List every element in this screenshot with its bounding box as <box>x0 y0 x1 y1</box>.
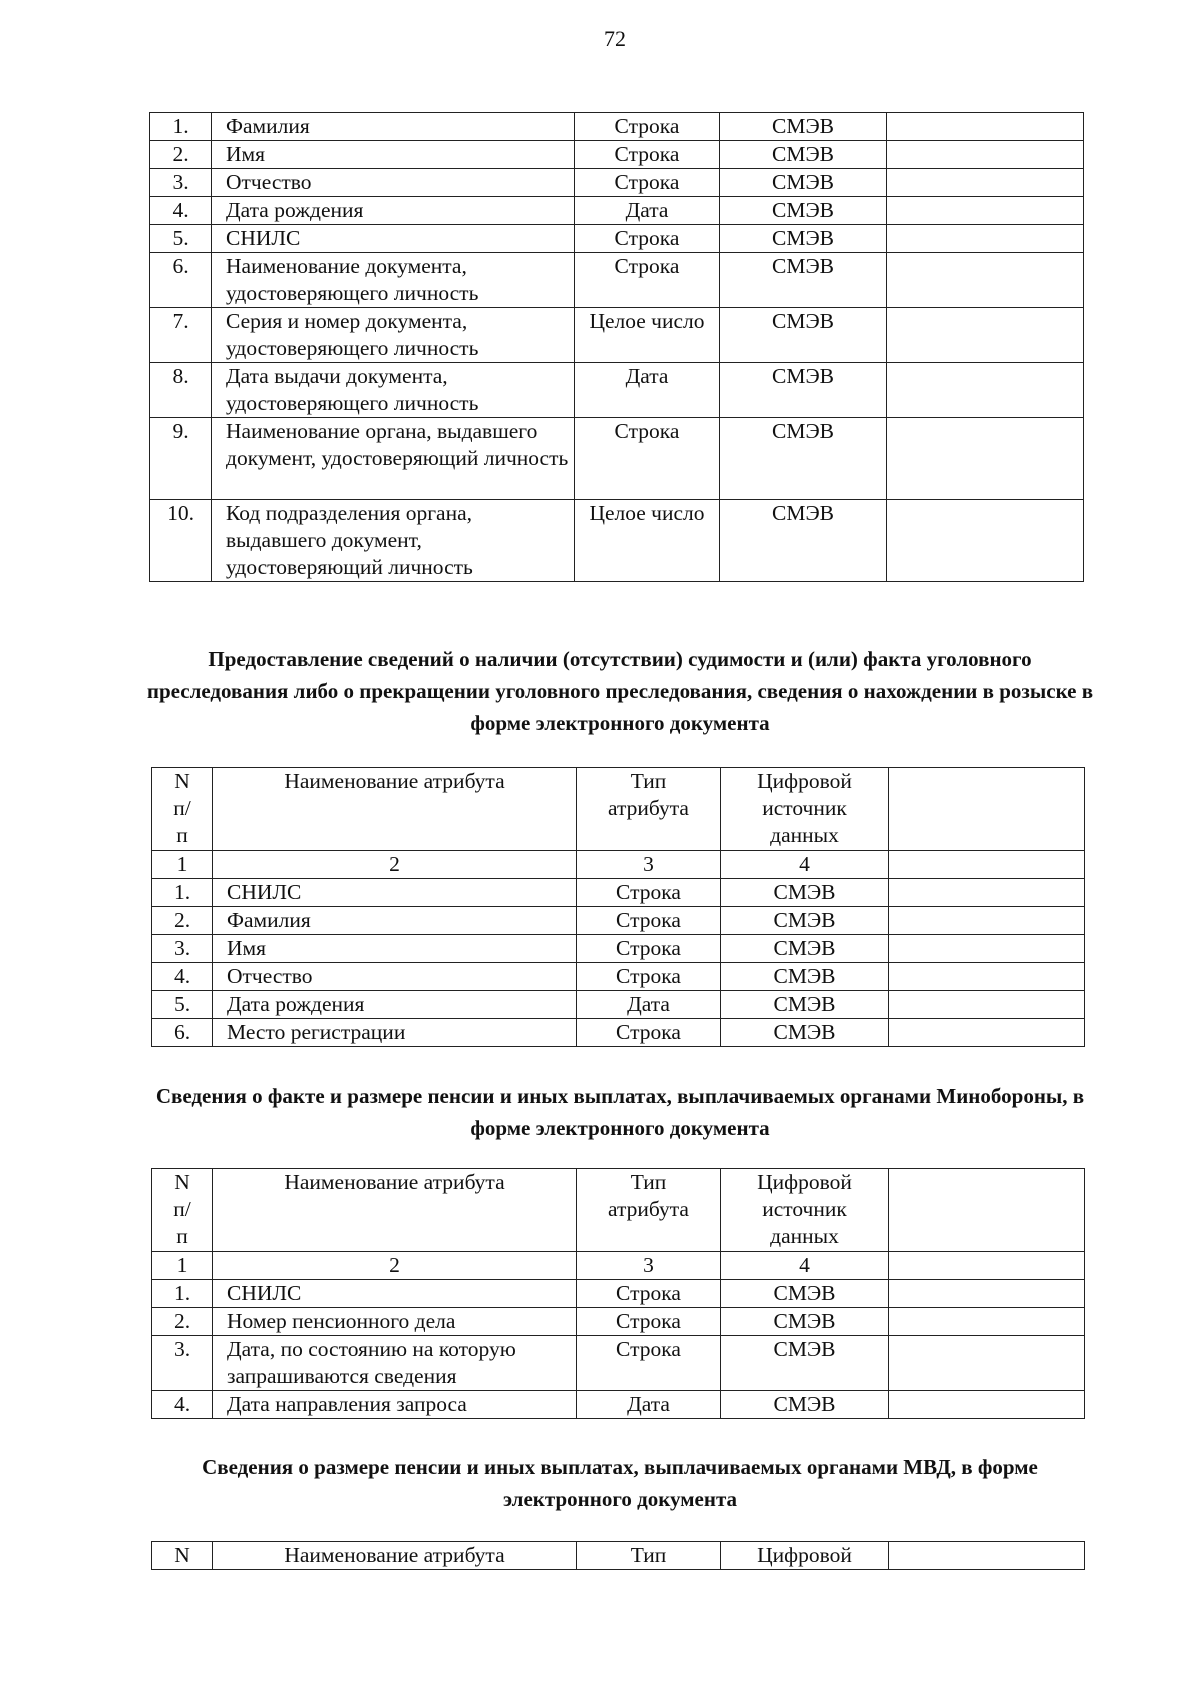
header-attribute-name: Наименование атрибута <box>213 1169 577 1252</box>
row-number: 6. <box>150 253 212 308</box>
empty-cell <box>889 851 1085 879</box>
attribute-name: Фамилия <box>212 113 575 141</box>
data-source: СМЭВ <box>721 1280 889 1308</box>
table-row <box>152 1336 1085 1391</box>
attribute-name: Фамилия <box>213 907 577 935</box>
empty-cell <box>887 253 1084 308</box>
row-number: 4. <box>150 197 212 225</box>
data-source: СМЭВ <box>721 1336 889 1391</box>
attribute-type: Дата <box>575 363 720 418</box>
attributes-table-mod-pension <box>151 1168 1085 1419</box>
row-number: 1. <box>152 1280 213 1308</box>
attribute-type: Дата <box>577 991 721 1019</box>
empty-cell <box>887 113 1084 141</box>
table-row <box>150 500 1084 582</box>
data-source: СМЭВ <box>720 141 887 169</box>
row-number: 7. <box>150 308 212 363</box>
column-number: 4 <box>721 851 889 879</box>
attributes-table-1 <box>149 112 1084 582</box>
attribute-name: Имя <box>212 141 575 169</box>
row-number: 2. <box>152 1308 213 1336</box>
empty-cell <box>889 935 1085 963</box>
table-row <box>150 418 1084 500</box>
header-empty <box>889 1169 1085 1252</box>
attribute-type: Строка <box>577 879 721 907</box>
header-attribute-type: Тип атрибута <box>577 1169 721 1252</box>
attribute-name: Дата выдачи документа, удостоверяющего личность <box>212 363 575 418</box>
attribute-type: Строка <box>575 169 720 197</box>
attribute-name: Имя <box>213 935 577 963</box>
column-number: 3 <box>577 1252 721 1280</box>
attribute-name: Дата направления запроса <box>213 1391 577 1419</box>
empty-cell <box>889 1252 1085 1280</box>
row-number: 2. <box>150 141 212 169</box>
data-source: СМЭВ <box>720 169 887 197</box>
attributes-table-mvd-pension <box>151 1541 1085 1570</box>
attribute-name: Наименование органа, выдавшего документ, удостоверяющий личность <box>212 418 575 500</box>
table-row <box>150 197 1084 225</box>
header-attribute-name: Наименование атрибута <box>213 1542 577 1570</box>
column-number: 1 <box>152 1252 213 1280</box>
attribute-name: Отчество <box>213 963 577 991</box>
data-source: СМЭВ <box>720 197 887 225</box>
row-number: 5. <box>150 225 212 253</box>
table-row <box>152 1308 1085 1336</box>
table-row <box>152 879 1085 907</box>
attribute-type: Строка <box>577 907 721 935</box>
attribute-type: Строка <box>575 141 720 169</box>
attribute-type: Строка <box>577 1336 721 1391</box>
attribute-name: Место регистрации <box>213 1019 577 1047</box>
table-row <box>150 141 1084 169</box>
row-number: 5. <box>152 991 213 1019</box>
row-number: 1. <box>150 113 212 141</box>
attribute-type: Строка <box>577 1019 721 1047</box>
table-row <box>152 1019 1085 1047</box>
table-row <box>150 113 1084 141</box>
attribute-type: Строка <box>577 935 721 963</box>
data-source: СМЭВ <box>721 1308 889 1336</box>
column-number: 4 <box>721 1252 889 1280</box>
attribute-type: Строка <box>577 1308 721 1336</box>
data-source: СМЭВ <box>720 500 887 582</box>
header-empty <box>889 1542 1085 1570</box>
section-heading-mod-pension: Сведения о факте и размере пенсии и иных выплатах, выплачиваемых органами Минобороны, в форме электронного документа <box>155 1084 1085 1140</box>
attribute-type: Строка <box>575 418 720 500</box>
empty-cell <box>889 907 1085 935</box>
column-number: 2 <box>213 851 577 879</box>
data-source: СМЭВ <box>721 935 889 963</box>
header-data-source: Цифровой источник данных <box>721 768 889 851</box>
row-number: 4. <box>152 1391 213 1419</box>
table-row <box>152 1280 1085 1308</box>
data-source: СМЭВ <box>721 991 889 1019</box>
row-number: 2. <box>152 907 213 935</box>
attribute-name: Дата, по состоянию на которую запрашиваются сведения <box>213 1336 577 1391</box>
data-source: СМЭВ <box>721 1019 889 1047</box>
attribute-name: Код подразделения органа, выдавшего документ, удостоверяющий личность <box>212 500 575 582</box>
column-number: 1 <box>152 851 213 879</box>
empty-cell <box>889 963 1085 991</box>
attribute-type: Строка <box>575 225 720 253</box>
table-header-row <box>152 1542 1085 1570</box>
empty-cell <box>889 1336 1085 1391</box>
table-row <box>152 907 1085 935</box>
empty-cell <box>889 879 1085 907</box>
table-row <box>152 991 1085 1019</box>
row-number: 6. <box>152 1019 213 1047</box>
empty-cell <box>889 991 1085 1019</box>
header-data-source: Цифровой <box>721 1542 889 1570</box>
table-header-row <box>152 1169 1085 1252</box>
attribute-type: Строка <box>577 963 721 991</box>
attribute-name: Дата рождения <box>212 197 575 225</box>
page-number: 72 <box>604 26 626 51</box>
row-number: 9. <box>150 418 212 500</box>
data-source: СМЭВ <box>720 418 887 500</box>
header-number: N п/п <box>152 768 213 851</box>
header-attribute-name: Наименование атрибута <box>213 768 577 851</box>
row-number: 3. <box>152 1336 213 1391</box>
empty-cell <box>887 169 1084 197</box>
empty-cell <box>887 225 1084 253</box>
attribute-name: Наименование документа, удостоверяющего личность <box>212 253 575 308</box>
column-numbers-row <box>152 1252 1085 1280</box>
table-row <box>150 225 1084 253</box>
attribute-name: Дата рождения <box>213 991 577 1019</box>
row-number: 3. <box>150 169 212 197</box>
header-empty <box>889 768 1085 851</box>
section-heading-criminal-record: Предоставление сведений о наличии (отсутствии) судимости и (или) факта уголовного преследования либо о прекращении уголовного преследования, сведения о нахождении в розыске в форме электронного документа <box>146 647 1094 735</box>
empty-cell <box>889 1308 1085 1336</box>
data-source: СМЭВ <box>721 879 889 907</box>
column-numbers-row <box>152 851 1085 879</box>
table-row <box>152 1391 1085 1419</box>
attribute-type: Строка <box>575 113 720 141</box>
attribute-type: Дата <box>577 1391 721 1419</box>
attribute-type: Строка <box>577 1280 721 1308</box>
table-row <box>150 253 1084 308</box>
data-source: СМЭВ <box>720 363 887 418</box>
header-data-source: Цифровой источник данных <box>721 1169 889 1252</box>
table-row <box>152 963 1085 991</box>
column-number: 3 <box>577 851 721 879</box>
empty-cell <box>887 363 1084 418</box>
empty-cell <box>887 500 1084 582</box>
column-number: 2 <box>213 1252 577 1280</box>
data-source: СМЭВ <box>721 1391 889 1419</box>
row-number: 1. <box>152 879 213 907</box>
header-number: N п/п <box>152 1169 213 1252</box>
empty-cell <box>887 197 1084 225</box>
attribute-name: СНИЛС <box>213 879 577 907</box>
data-source: СМЭВ <box>720 253 887 308</box>
data-source: СМЭВ <box>721 907 889 935</box>
data-source: СМЭВ <box>720 308 887 363</box>
header-attribute-type: Тип <box>577 1542 721 1570</box>
empty-cell <box>887 418 1084 500</box>
attribute-type: Дата <box>575 197 720 225</box>
row-number: 10. <box>150 500 212 582</box>
empty-cell <box>887 308 1084 363</box>
attributes-table-criminal-record <box>151 767 1085 1047</box>
table-header-row <box>152 768 1085 851</box>
table-row <box>152 935 1085 963</box>
empty-cell <box>889 1391 1085 1419</box>
attribute-name: Номер пенсионного дела <box>213 1308 577 1336</box>
row-number: 3. <box>152 935 213 963</box>
header-attribute-type: Тип атрибута <box>577 768 721 851</box>
data-source: СМЭВ <box>720 225 887 253</box>
table-row <box>150 308 1084 363</box>
attribute-type: Строка <box>575 253 720 308</box>
empty-cell <box>889 1019 1085 1047</box>
empty-cell <box>887 141 1084 169</box>
data-source: СМЭВ <box>720 113 887 141</box>
section-heading-mvd-pension: Сведения о размере пенсии и иных выплатах, выплачиваемых органами МВД, в форме электронного документа <box>202 1455 1038 1511</box>
data-source: СМЭВ <box>721 963 889 991</box>
empty-cell <box>889 1280 1085 1308</box>
attribute-type: Целое число <box>575 500 720 582</box>
table-row <box>150 363 1084 418</box>
attribute-name: Серия и номер документа, удостоверяющего личность <box>212 308 575 363</box>
attribute-name: СНИЛС <box>212 225 575 253</box>
row-number: 8. <box>150 363 212 418</box>
row-number: 4. <box>152 963 213 991</box>
table-row <box>150 169 1084 197</box>
attribute-name: СНИЛС <box>213 1280 577 1308</box>
attribute-name: Отчество <box>212 169 575 197</box>
header-number: N <box>152 1542 213 1570</box>
attribute-type: Целое число <box>575 308 720 363</box>
